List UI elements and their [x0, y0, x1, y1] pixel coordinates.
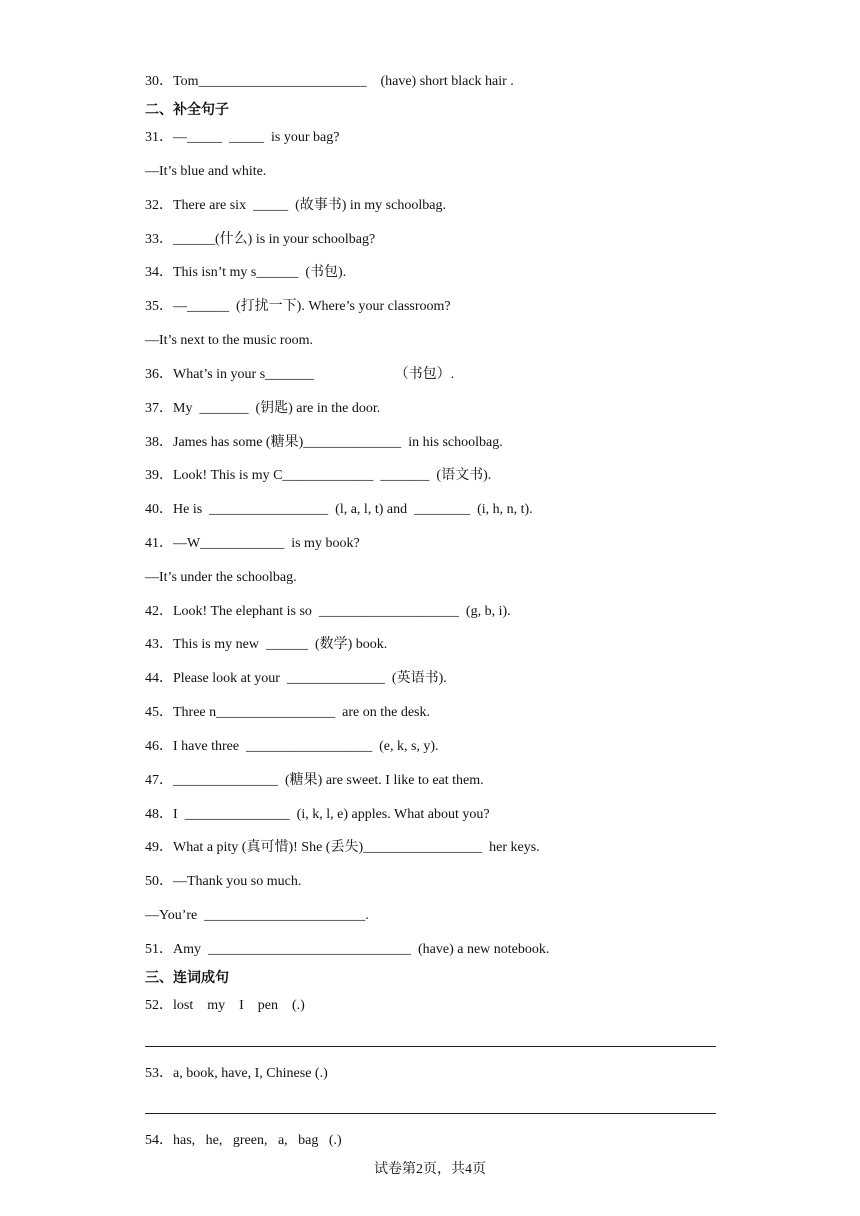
question-48: 48．I _______________ (i, k, l, e) apples. What about you?: [145, 807, 490, 822]
question-35-answer: —It’s next to the music room.: [145, 333, 313, 348]
question-41-answer: —It’s under the schoolbag.: [145, 570, 297, 585]
question-38: 38．James has some (糖果)______________ in his schoolbag.: [145, 435, 503, 450]
question-31: 31．—_____ _____ is your bag?: [145, 130, 340, 145]
question-39: 39．Look! This is my C_____________ _______ (语文书).: [145, 468, 492, 483]
question-40: 40．He is _________________ (l, a, l, t) and ________ (i, h, n, t).: [145, 502, 533, 517]
question-52: 52．lost my I pen (.): [145, 998, 305, 1013]
question-44: 44．Please look at your ______________ (英语书).: [145, 671, 447, 686]
question-31-answer: —It’s blue and white.: [145, 164, 267, 179]
section-heading-word-order: 三、连词成句: [145, 970, 229, 986]
question-30: 30．Tom________________________ (have) short black hair .: [145, 74, 514, 89]
question-50: 50．—Thank you so much.: [145, 874, 302, 889]
question-46: 46．I have three __________________ (e, k, s, y).: [145, 739, 439, 754]
question-35: 35．—______ (打扰一下). Where’s your classroom?: [145, 299, 451, 314]
question-41: 41．—W____________ is my book?: [145, 536, 360, 551]
question-47: 47．_______________ (糖果) are sweet. I like to eat them.: [145, 773, 484, 788]
section-heading-complete-sentences: 二、补全句子: [145, 102, 229, 118]
answer-line-52: [145, 1046, 716, 1047]
question-45: 45．Three n_________________ are on the desk.: [145, 705, 430, 720]
page-footer: 试卷第2页，共4页: [374, 1162, 486, 1177]
question-34: 34．This isn’t my s______ (书包).: [145, 265, 347, 280]
question-37: 37．My _______ (钥匙) are in the door.: [145, 401, 381, 416]
question-49: 49．What a pity (真可惜)! She (丢失)_________________ her keys.: [145, 840, 540, 855]
question-33: 33．______(什么) is in your schoolbag?: [145, 232, 376, 247]
question-43: 43．This is my new ______ (数学) book.: [145, 637, 388, 652]
answer-line-53: [145, 1113, 716, 1114]
question-32: 32．There are six _____ (故事书) in my schoolbag.: [145, 198, 446, 213]
question-54: 54．has, he, green, a, bag (.): [145, 1133, 342, 1148]
question-42: 42．Look! The elephant is so ____________________ (g, b, i).: [145, 604, 511, 619]
question-51: 51．Amy _____________________________ (have) a new notebook.: [145, 942, 550, 957]
question-50-answer: —You’re _______________________.: [145, 908, 369, 923]
question-53: 53．a, book, have, I, Chinese (.): [145, 1066, 328, 1081]
question-36: 36．What’s in your s_______ （书包）.: [145, 367, 455, 382]
